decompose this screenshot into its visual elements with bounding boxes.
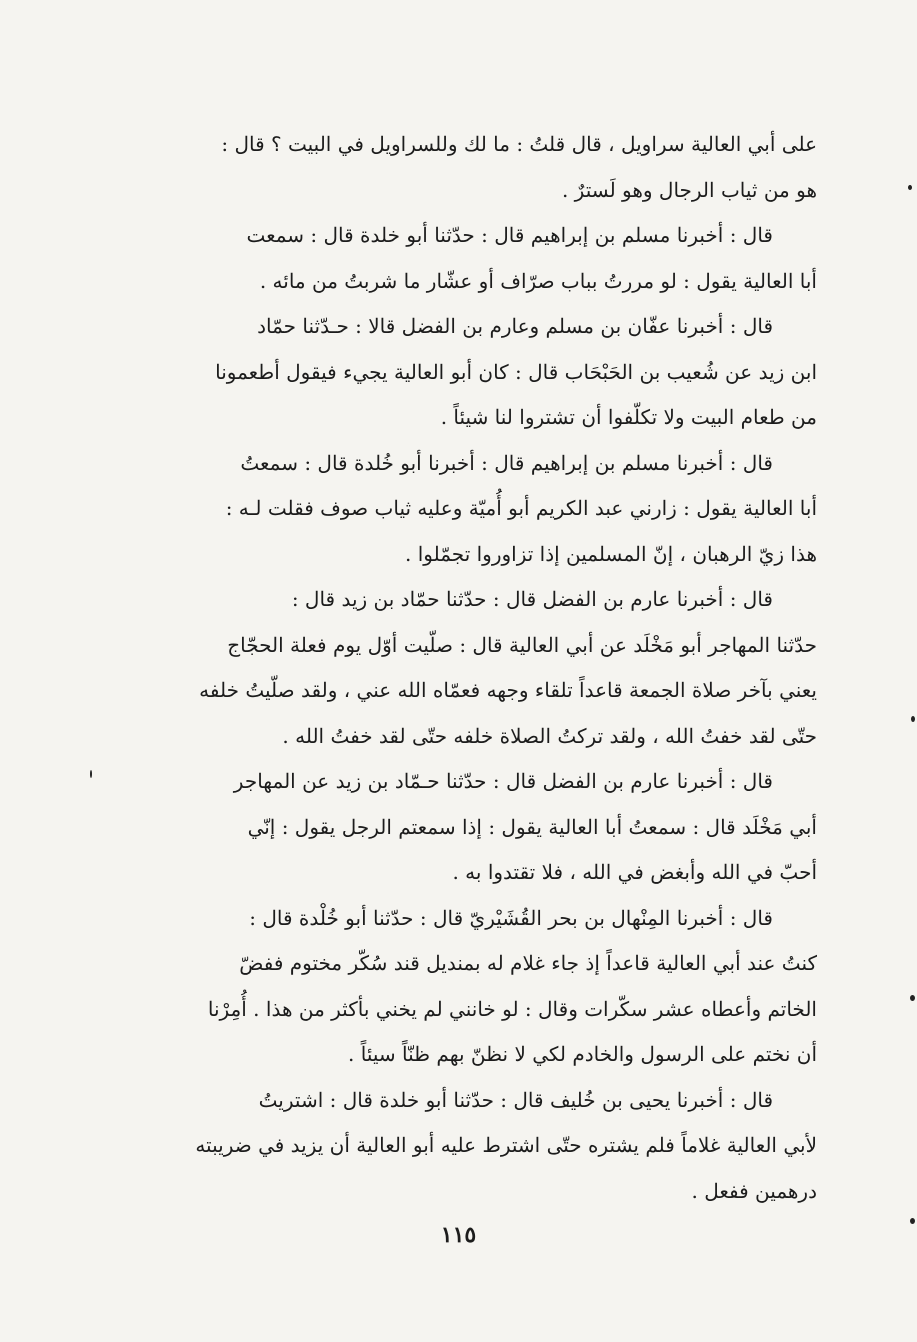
text-line: كنتُ عند أبي العالية قاعداً إذ جاء غلام له بمنديل قند سُكّر مختوم ففضّ: [239, 951, 817, 975]
text-line: هو من ثياب الرجال وهو لَسترٌ .: [561, 177, 817, 202]
scan-speck: [90, 770, 92, 778]
text-line: ابن زيد عن شُعيب بن الحَبْحَاب قال : كان أبو العالية يجيء فيقول أطعمونا: [215, 359, 817, 384]
text-line: على أبي العالية سراويل ، قال قلتُ : ما لك وللسراويل في البيت ؟ قال :: [221, 132, 817, 156]
text-line: قال : أخبرنا عفّان بن مسلم وعارم بن الفضل قالا : حـدّثنا حمّاد: [257, 314, 773, 338]
text-line: قال : أخبرنا عارم بن الفضل قال : حدّثنا حـمّاد بن زيد عن المهاجر: [233, 769, 773, 793]
scan-speck: [911, 716, 915, 722]
text-line: الخاتم وأعطاه عشر سكّرات وقال : لو خانني لم يخني بأكثر من هذا . أُمِرْنا: [207, 996, 817, 1021]
text-line: أبا العالية يقول : زارني عبد الكريم أبو أُميّة وعليه ثياب صوف فقلت لـه :: [225, 496, 817, 520]
text-line: قال : أخبرنا مسلم بن إبراهيم قال : أخبرنا أبو خُلدة قال : سمعتُ: [240, 450, 773, 475]
text-line: من طعام البيت ولا تكلّفوا أن تشتروا لنا شيئاً .: [440, 405, 817, 429]
text-line: أبا العالية يقول : لو مررتُ بباب صرّاف أو عشّار ما شربتُ من مائه .: [259, 268, 817, 293]
text-line: قال : أخبرنا يحيى بن خُليف قال : حدّثنا أبو خلدة قال : اشتريتُ: [258, 1087, 773, 1112]
text-line: أن نختم على الرسول والخادم لكي لا نظنّ بهم ظنّاً سيئاً .: [348, 1042, 817, 1066]
text-line: درهمين ففعل .: [691, 1178, 817, 1203]
text-line: قال : أخبرنا عارم بن الفضل قال : حدّثنا حمّاد بن زيد قال :: [291, 587, 773, 611]
page-number: ١١٥: [440, 1222, 477, 1248]
text-line: أبي مَخْلَد قال : سمعتُ أبا العالية يقول : إذا سمعتم الرجل يقول : إنّي: [247, 814, 817, 839]
text-line: هذا زيّ الرهبان ، إنّ المسلمين إذا تزاوروا تجمّلوا .: [405, 541, 817, 566]
scan-speck: [910, 995, 915, 1001]
text-line: قال : أخبرنا مسلم بن إبراهيم قال : حدّثنا أبو خلدة قال : سمعت: [246, 223, 773, 247]
text-line: قال : أخبرنا المِنْهال بن بحر القُشَيْريّ قال : حدّثنا أبو خُلْدة قال :: [249, 905, 773, 930]
scan-speck: [910, 1218, 915, 1224]
scan-speck: [908, 185, 912, 190]
text-line: حتّى لقد خفتُ الله ، ولقد تركتُ الصلاة خلفه حتّى لقد خفتُ الله .: [282, 723, 817, 748]
text-line: يعني بآخر صلاة الجمعة قاعداً تلقاء وجهه فعمّاه الله عني ، ولقد صلّيتُ خلفه: [199, 678, 817, 702]
text-line: حدّثنا المهاجر أبو مَخْلَد عن أبي العالية قال : صلّيت أوّل يوم فعلة الحجّاج: [227, 632, 817, 657]
body-text: [112, 122, 817, 1214]
text-line: لأبي العالية غلاماً فلم يشتره حتّى اشترط عليه أبو العالية أن يزيد في ضريبته: [195, 1133, 817, 1157]
text-line: أحبّ في الله وأبغض في الله ، فلا تقتدوا به .: [452, 860, 817, 884]
